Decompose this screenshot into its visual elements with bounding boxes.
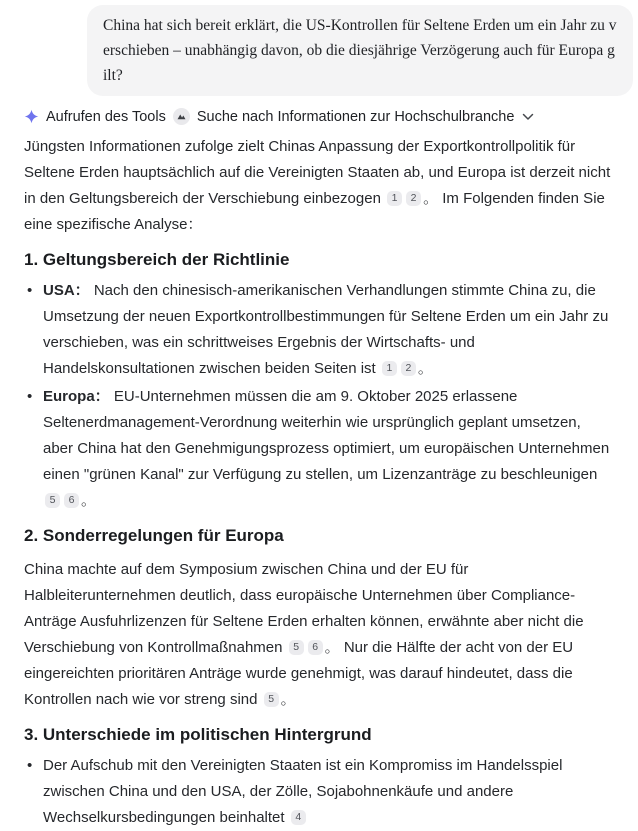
- tool-call-prefix-label: Aufrufen des Tools: [46, 108, 166, 125]
- citation-badge[interactable]: 5: [289, 640, 304, 655]
- citation-badge[interactable]: 6: [64, 493, 79, 508]
- list-item: • Europa： EU-Unternehmen müssen die am 9. Oktober 2025 erlassene Seltenerdmanagement-Verordnung weiterhin wie ursprünglich geplant umsetzen, aber China hat den Genehmigungsprozess optimiert, um europäischen Unternehmen einen "grünen Kanal" zur Verfügung zu stellen, um Lizenzanträge zu beschleunigen 5 6 。: [24, 384, 614, 514]
- sparkle-icon: [24, 109, 39, 124]
- bold-label: Europa：: [43, 388, 110, 405]
- section-heading: 2. Sonderregelungen für Europa: [24, 526, 284, 545]
- citation-badge[interactable]: 5: [45, 493, 60, 508]
- bullet-list: [24, 278, 614, 514]
- chevron-down-icon[interactable]: [522, 113, 534, 121]
- citation-badge[interactable]: 6: [308, 640, 323, 655]
- citation-badge[interactable]: 1: [387, 191, 402, 206]
- assistant-content: [0, 134, 638, 831]
- citation-badge[interactable]: 2: [401, 361, 416, 376]
- tool-call-row[interactable]: [24, 108, 614, 125]
- citation-badge[interactable]: 5: [264, 692, 279, 707]
- user-message-text: China hat sich bereit erklärt, die US-Kontrollen für Seltene Erden um ein Jahr zu verschieben – unabhängig davon, ob die diesjährige Verzögerung auch für Europa gilt?: [103, 17, 617, 84]
- tool-call-name: Suche nach Informationen zur Hochschulbranche: [196, 108, 515, 125]
- list-item: • USA： Nach den chinesisch-amerikanischen Verhandlungen stimmte China zu, die Umsetzung der neuen Exportkontrollbestimmungen für Seltene Erden um ein Jahr zu verschieben, was ein schrittweises Ergebnis der Wirtschafts- und Handelskonsultationen zwischen beiden Seiten ist 1 2 。: [24, 278, 614, 382]
- section-heading: 1. Geltungsbereich der Richtlinie: [24, 250, 290, 269]
- paragraph: Jüngsten Informationen zufolge zielt Chinas Anpassung der Exportkontrollpolitik für Seltene Erden hauptsächlich auf die Vereinigten Staaten ab, und Europa ist derzeit nicht in den Geltungsbereich der Verschiebung einbezogen 1 2 。 Im Folgenden finden Sie eine spezifische Analyse：: [24, 138, 611, 233]
- section-heading: 3. Unterschiede im politischen Hintergrund: [24, 725, 372, 744]
- user-message-bubble: [87, 5, 633, 96]
- citation-badge[interactable]: 2: [406, 191, 421, 206]
- citation-badge[interactable]: 4: [291, 810, 306, 825]
- bullet-list: [24, 753, 614, 831]
- citation-badge[interactable]: 1: [382, 361, 397, 376]
- user-message-row: [0, 0, 638, 96]
- paragraph: China machte auf dem Symposium zwischen China und der EU für Halbleiterunternehmen deutlich, dass europäische Unternehmen über Compliance-Anträge Ausfuhrlizenzen für Seltene Erden erhalten können, erwähnte aber nicht die Verschiebung von Kontrollmaßnahmen 5 6 。 Nur die Hälfte der acht von der EU eingereichten prioritären Anträge wurde genehmigt, was darauf hindeutet, dass die Kontrollen nach wie vor streng sind 5 。: [24, 561, 584, 708]
- list-item: • Der Aufschub mit den Vereinigten Staaten ist ein Kompromiss im Handelsspiel zwischen China und den USA, der Zölle, Sojabohnenkäufe und andere Wechselkursbedingungen beinhaltet 4: [24, 753, 614, 831]
- bold-label: USA：: [43, 282, 90, 299]
- search-tool-logo-icon: [173, 108, 190, 125]
